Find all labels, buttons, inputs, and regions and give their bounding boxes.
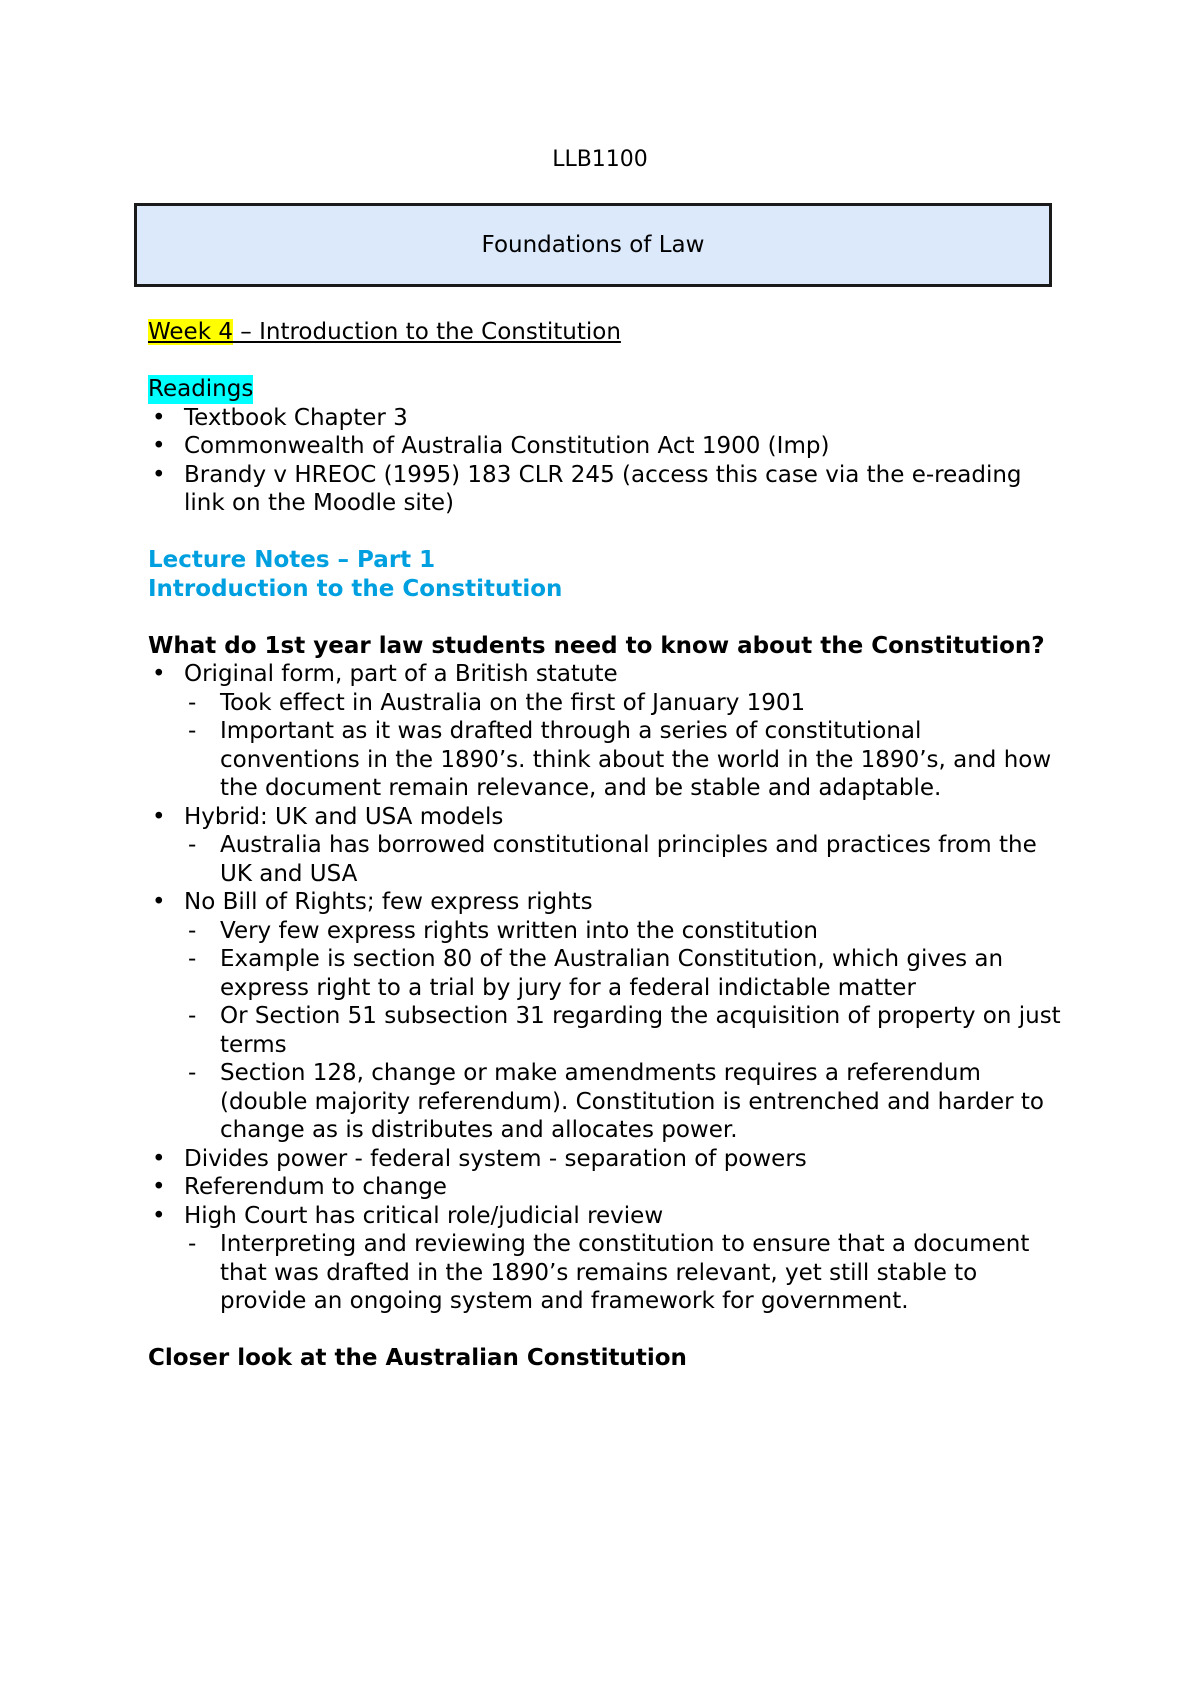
subpoint-item: - Section 128, change or make amendments requires a referendum (double majority referendum). Constitution is entrenched and harder to change as is distributes and allocates power. bbox=[148, 1059, 1068, 1145]
reading-item: • Textbook Chapter 3 bbox=[148, 404, 1068, 433]
reading-item: • Commonwealth of Australia Constitution Act 1900 (Imp) bbox=[148, 432, 1068, 461]
readings-list bbox=[148, 404, 1068, 518]
subpoint-item: - Important as it was drafted through a series of constitutional conventions in the 1890’s. think about the world in the 1890’s, and how the document remain relevance, and be stable and adaptable. bbox=[148, 717, 1068, 803]
spacer bbox=[148, 347, 1068, 376]
point-text: High Court has critical role/judicial review bbox=[184, 1202, 664, 1229]
subpoint-item: - Example is section 80 of the Australian Constitution, which gives an express right to a trial by jury for a federal indictable matter bbox=[148, 945, 1068, 1002]
subpoint-item: - Interpreting and reviewing the constitution to ensure that a document that was drafted in the 1890’s remains relevant, yet still stable to provide an ongoing system and framework for government. bbox=[148, 1230, 1068, 1316]
subpoint-list bbox=[148, 1230, 1068, 1316]
subpoint-item: - Very few express rights written into the constitution bbox=[148, 917, 1068, 946]
week-title: – Introduction to the Constitution bbox=[232, 319, 621, 345]
subpoint-list bbox=[148, 689, 1068, 803]
readings-title: Readings bbox=[148, 376, 254, 402]
point-item bbox=[148, 803, 1068, 889]
point-item bbox=[148, 1173, 1068, 1202]
spacer bbox=[148, 603, 1068, 632]
lecture-heading-line1: Lecture Notes – Part 1 bbox=[148, 547, 436, 573]
point-text: Referendum to change bbox=[184, 1174, 447, 1200]
point-text: Original form, part of a British statute bbox=[184, 661, 618, 687]
section1-points bbox=[148, 660, 1068, 1316]
subpoint-item: - Australia has borrowed constitutional principles and practices from the UK and USA bbox=[148, 831, 1068, 888]
subpoint-item: - Took effect in Australia on the first of January 1901 bbox=[148, 689, 1068, 718]
point-item bbox=[148, 888, 1068, 1145]
course-code: LLB1100 bbox=[552, 147, 648, 172]
section2-heading: Closer look at the Australian Constitution bbox=[148, 1345, 687, 1371]
spacer bbox=[148, 518, 1068, 547]
week-label: Week 4 bbox=[148, 319, 233, 345]
point-item bbox=[148, 660, 1068, 803]
point-text: Divides power - federal system - separation of powers bbox=[184, 1145, 807, 1172]
week-heading bbox=[148, 318, 1068, 347]
lecture-heading-line2: Introduction to the Constitution bbox=[148, 575, 563, 602]
spacer bbox=[148, 1316, 1068, 1345]
course-title: Foundations of Law bbox=[481, 232, 705, 258]
reading-item: • Brandy v HREOC (1995) 183 CLR 245 (access this case via the e-reading link on the Moodle site) bbox=[148, 461, 1068, 518]
section1-heading: What do 1st year law students need to know about the Constitution? bbox=[148, 632, 1045, 659]
point-item bbox=[148, 1202, 1068, 1316]
point-text: No Bill of Rights; few express rights bbox=[184, 889, 593, 915]
readings-heading bbox=[148, 375, 1068, 404]
subpoint-list bbox=[148, 831, 1068, 888]
document-content bbox=[148, 318, 1068, 1373]
subpoint-list bbox=[148, 917, 1068, 1145]
point-text: Hybrid: UK and USA models bbox=[184, 803, 504, 830]
point-item bbox=[148, 1145, 1068, 1174]
course-title-box bbox=[134, 203, 1052, 287]
subpoint-item: - Or Section 51 subsection 31 regarding the acquisition of property on just terms bbox=[148, 1002, 1068, 1059]
